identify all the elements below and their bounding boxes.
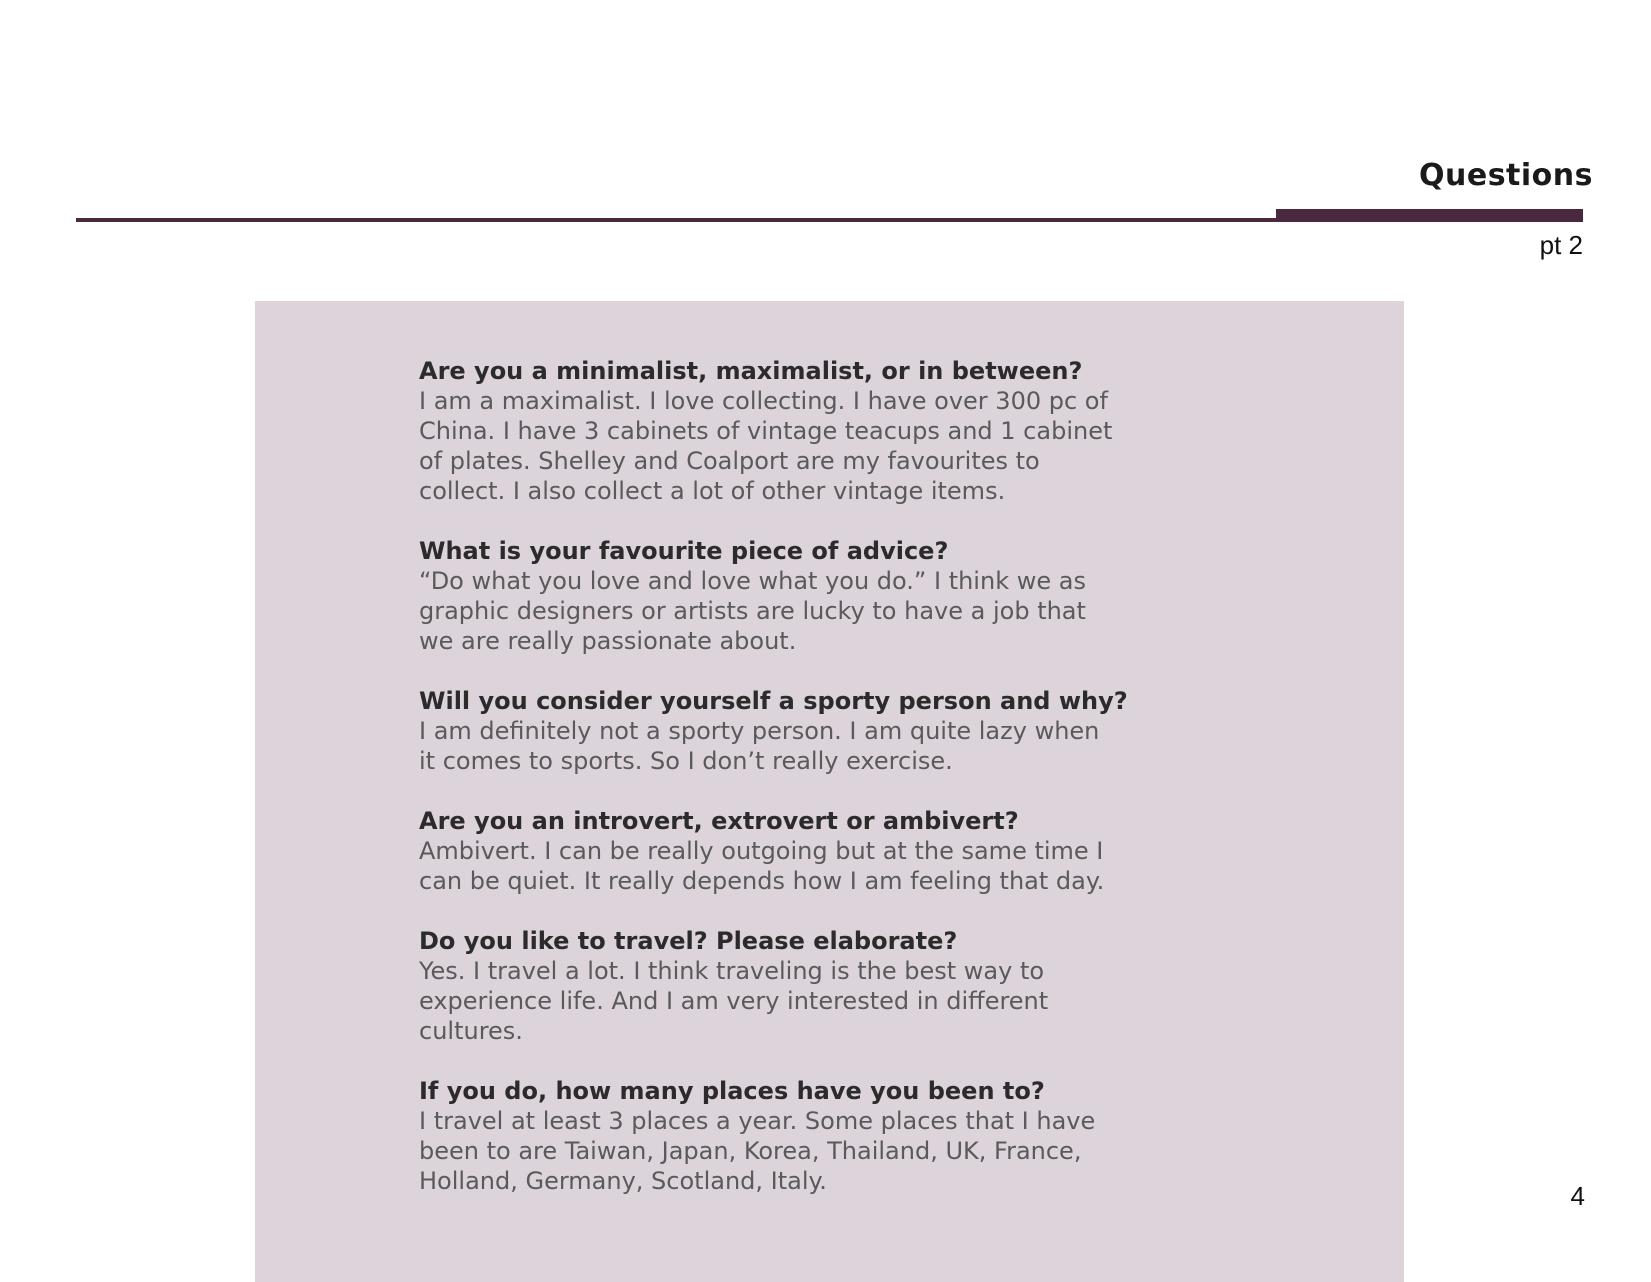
question-text: Do you like to travel? Please elaborate?: [419, 927, 958, 955]
question-text: Are you a minimalist, maximalist, or in between?: [419, 357, 1083, 385]
qa-item: [419, 1076, 1319, 1196]
page-subtitle: pt 2: [1539, 230, 1583, 260]
answer-text: I am a maximalist. I love collecting. I have over 300 pc of China. I have 3 cabinets of vintage teacups and 1 cabinet of plates. Shelley and Coalport are my favourites to collect. I also collect a lot of other vintage items.: [419, 387, 1113, 505]
answer-text: I am definitely not a sporty person. I am quite lazy when it comes to sports. So I don’t really exercise.: [419, 717, 1100, 775]
question-text: What is your favourite piece of advice?: [419, 537, 949, 565]
question-text: Will you consider yourself a sporty person and why?: [419, 687, 1128, 715]
qa-list: [419, 356, 1319, 1226]
qa-item: [419, 806, 1319, 896]
answer-text: Yes. I travel a lot. I think traveling is the best way to experience life. And I am very interested in different cultures.: [419, 957, 1049, 1045]
answer-text: “Do what you love and love what you do.” I think we as graphic designers or artists are lucky to have a job that we are really passionate about.: [419, 567, 1086, 655]
answer-text: I travel at least 3 places a year. Some places that I have been to are Taiwan, Japan, Korea, Thailand, UK, France, Holland, Germany, Scotland, Italy.: [419, 1107, 1096, 1195]
qa-item: [419, 926, 1319, 1046]
answer-text: Ambivert. I can be really outgoing but at the same time I can be quiet. It really depends how I am feeling that day.: [419, 837, 1105, 895]
page-title: Questions: [1418, 158, 1593, 193]
question-text: Are you an introvert, extrovert or ambivert?: [419, 807, 1019, 835]
header-accent-bar: [1276, 209, 1583, 222]
qa-item: [419, 356, 1319, 506]
question-text: If you do, how many places have you been to?: [419, 1077, 1045, 1105]
header-divider-line: [76, 218, 1279, 222]
page-number: 4: [1570, 1181, 1585, 1211]
qa-item: [419, 536, 1319, 656]
qa-item: [419, 686, 1319, 776]
